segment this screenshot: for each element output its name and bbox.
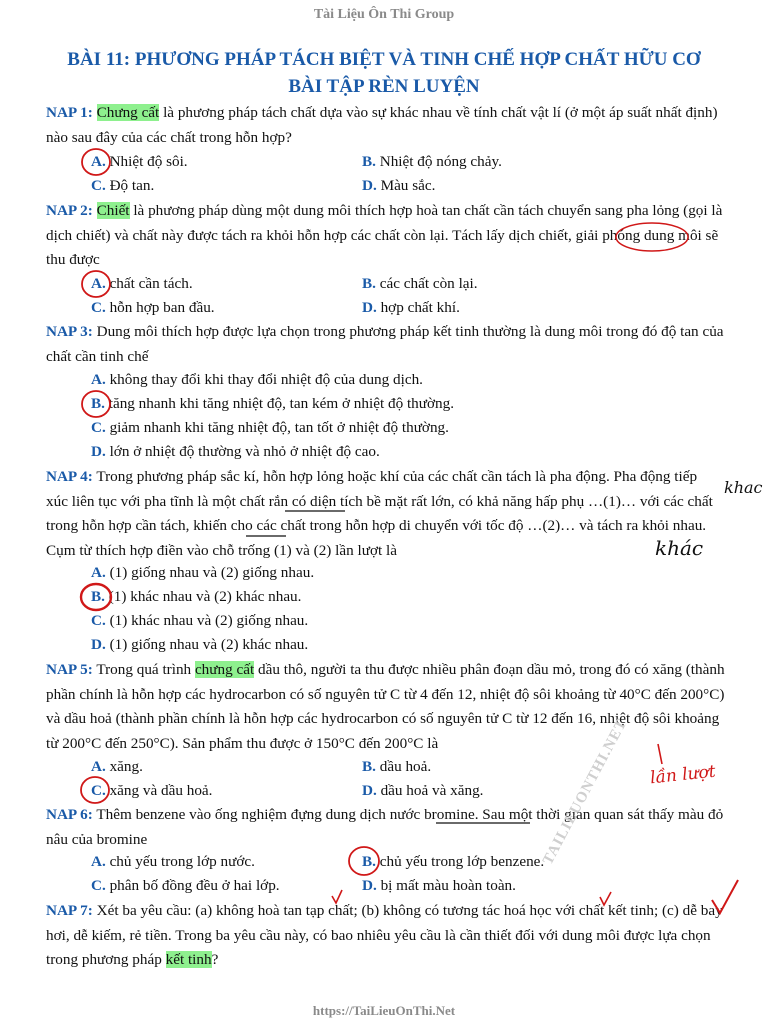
option-d: D. hợp chất khí. <box>362 299 460 316</box>
question-text: Xét ba yêu cầu: (a) không hoà tan tạp chất; (b) không có tương tác hoá học với chất kết tinh; (c) dễ bay hơi, dễ kiếm, rẻ tiền. Trong ba yêu cầu này, có bao nhiêu yêu cầu là cần thiết đối với dung môi được lựa chọn trong phương pháp <box>46 902 723 968</box>
option-a: A. không thay đổi khi thay đổi nhiệt độ của dung dịch. <box>91 371 423 388</box>
question-label: NAP 5: <box>46 661 93 678</box>
option-a: A. (1) giống nhau và (2) giống nhau. <box>91 564 315 581</box>
question-text: Thêm benzene vào ống nghiệm đựng dung dịch nước bromine. Sau một thời gian quan sát thấy màu đỏ nâu của bromine <box>46 806 724 848</box>
question-4 <box>46 465 718 563</box>
highlight: kết tinh <box>165 951 212 968</box>
question-1 <box>46 101 726 150</box>
highlight: chưng cất <box>194 661 255 678</box>
option-d: D. bị mất màu hoàn toàn. <box>362 877 516 894</box>
handwritten-note: khác <box>655 536 704 560</box>
question-text: là phương pháp tách chất dựa vào sự khác nhau về tính chất vật lí (ở một áp suất nhất định) nào sau đây của các chất trong hỗn hợp? <box>46 104 718 146</box>
handwritten-note: khac <box>724 478 763 497</box>
handwritten-note: lần lượt <box>649 761 717 789</box>
option-d: D. (1) giống nhau và (2) khác nhau. <box>91 636 309 653</box>
highlight: Chiết <box>96 202 130 219</box>
option-d: D. lớn ở nhiệt độ thường và nhỏ ở nhiệt độ cao. <box>91 443 380 460</box>
option-a: A. Nhiệt độ sôi. <box>91 153 188 170</box>
option-b: B. các chất còn lại. <box>362 275 478 292</box>
option-b: B. chủ yếu trong lớp benzene. <box>362 853 545 870</box>
question-label: NAP 1: <box>46 104 93 121</box>
option-a: A. xăng. <box>91 758 143 775</box>
lesson-title: BÀI 11: PHƯƠNG PHÁP TÁCH BIỆT VÀ TINH CHẾ HỢP CHẤT HỮU CƠ <box>67 49 701 70</box>
option-c: C. (1) khác nhau và (2) giống nhau. <box>91 612 309 629</box>
option-d: D. Màu sắc. <box>362 177 436 194</box>
option-c: C. Độ tan. <box>91 177 155 194</box>
question-3 <box>46 320 726 369</box>
question-text: là phương pháp dùng một dung môi thích hợp hoà tan chất cần tách chuyển sang pha lỏng (gọi là dịch chiết) và chất này được tách ra khỏi hỗn hợp các chất còn lại. Tách lấy dịch chiết, giải phóng dung môi sẽ thu được <box>46 202 723 268</box>
question-6 <box>46 803 726 852</box>
question-label: NAP 7: <box>46 902 93 919</box>
option-c: C. xăng và dầu hoả. <box>91 782 213 799</box>
question-text: dầu thô, người ta thu được nhiều phân đoạn dầu mỏ, trong đó có xăng (thành phần chính là hỗn hợp các hydrocarbon có số nguyên tử C từ 4 đến 12, nhiệt độ sôi khoảng từ 40°C đến 200°C) và dầu hoả (thành phần chính là hỗn hợp các hydrocarbon có số nguyên tử C từ 12 đến 16, nhiệt độ sôi khoảng từ 200°C đến 250°C). Sản phẩm thu được ở 150°C đến 200°C là <box>46 661 725 752</box>
question-label: NAP 4: <box>46 468 93 485</box>
question-text: Trong phương pháp sắc kí, hỗn hợp lỏng hoặc khí của các chất cần tách là pha động. Pha động tiếp xúc liên tục với pha tĩnh là một chất rắn có diện tích bề mặt rất lớn, có khả năng hấp phụ …(1)… với các chất trong hỗn hợp cần tách, khiến cho các chất trong hỗn hợp di chuyển với tốc độ …(2)… và tách ra khỏi nhau. Cụm từ thích hợp điền vào chỗ trống (1) và (2) lần lượt là <box>46 468 713 559</box>
footer-url: https://TaiLieuOnThi.Net <box>312 1003 456 1018</box>
question-text: Dung môi thích hợp được lựa chọn trong phương pháp kết tinh thường là dung môi trong đó độ tan của chất cần tinh chế <box>46 323 724 365</box>
question-label: NAP 3: <box>46 323 93 340</box>
option-c: C. giảm nhanh khi tăng nhiệt độ, tan tốt ở nhiệt độ thường. <box>91 419 449 436</box>
highlight: Chưng cất <box>96 104 160 121</box>
watermark: TAILIEUONTHI.NET <box>540 716 631 868</box>
option-a: A. chủ yếu trong lớp nước. <box>91 853 255 870</box>
question-label: NAP 6: <box>46 806 93 823</box>
option-b: B. dầu hoả. <box>362 758 432 775</box>
question-label: NAP 2: <box>46 202 93 219</box>
option-d: D. dầu hoả và xăng. <box>362 782 484 799</box>
option-b: B. Nhiệt độ nóng chảy. <box>362 153 502 170</box>
option-b: B. tăng nhanh khi tăng nhiệt độ, tan kém ở nhiệt độ thường. <box>91 395 455 412</box>
question-7: NAP 7: Xét ba yêu cầu: (a) không hoà tan tạp chất; (b) không có tương tác hoá học với chất kết tinh; (c) dễ bay hơi, dễ kiếm, rẻ tiền. Trong ba yêu cầu này, có bao nhiêu yêu cầu là cần thiết đối với dung môi được lựa chọn trong phương pháp kết tinh? <box>46 902 723 968</box>
question-2 <box>46 199 726 273</box>
option-b: B. (1) khác nhau và (2) khác nhau. <box>91 588 302 605</box>
option-a: A. chất cần tách. <box>91 275 193 292</box>
option-c: C. phân bố đồng đều ở hai lớp. <box>91 877 280 894</box>
section-title: BÀI TẬP RÈN LUYỆN <box>288 76 480 97</box>
question-5: NAP 5: Trong quá trình chưng cất dầu thô, người ta thu được nhiều phân đoạn dầu mỏ, trong đó có xăng (thành phần chính là hỗn hợp các hydrocarbon có số nguyên tử C từ 4 đến 12, nhiệt độ sôi khoảng từ 40°C đến 200°C) và dầu hoả (thành phần chính là hỗn hợp các hydrocarbon có số nguyên tử C từ 12 đến 16, nhiệt độ sôi khoảng từ 200°C đến 250°C). Sản phẩm thu được ở 150°C đến 200°C là <box>46 661 725 752</box>
option-c: C. hỗn hợp ban đầu. <box>91 299 215 316</box>
site-header: Tài Liệu Ôn Thi Group <box>313 7 455 22</box>
